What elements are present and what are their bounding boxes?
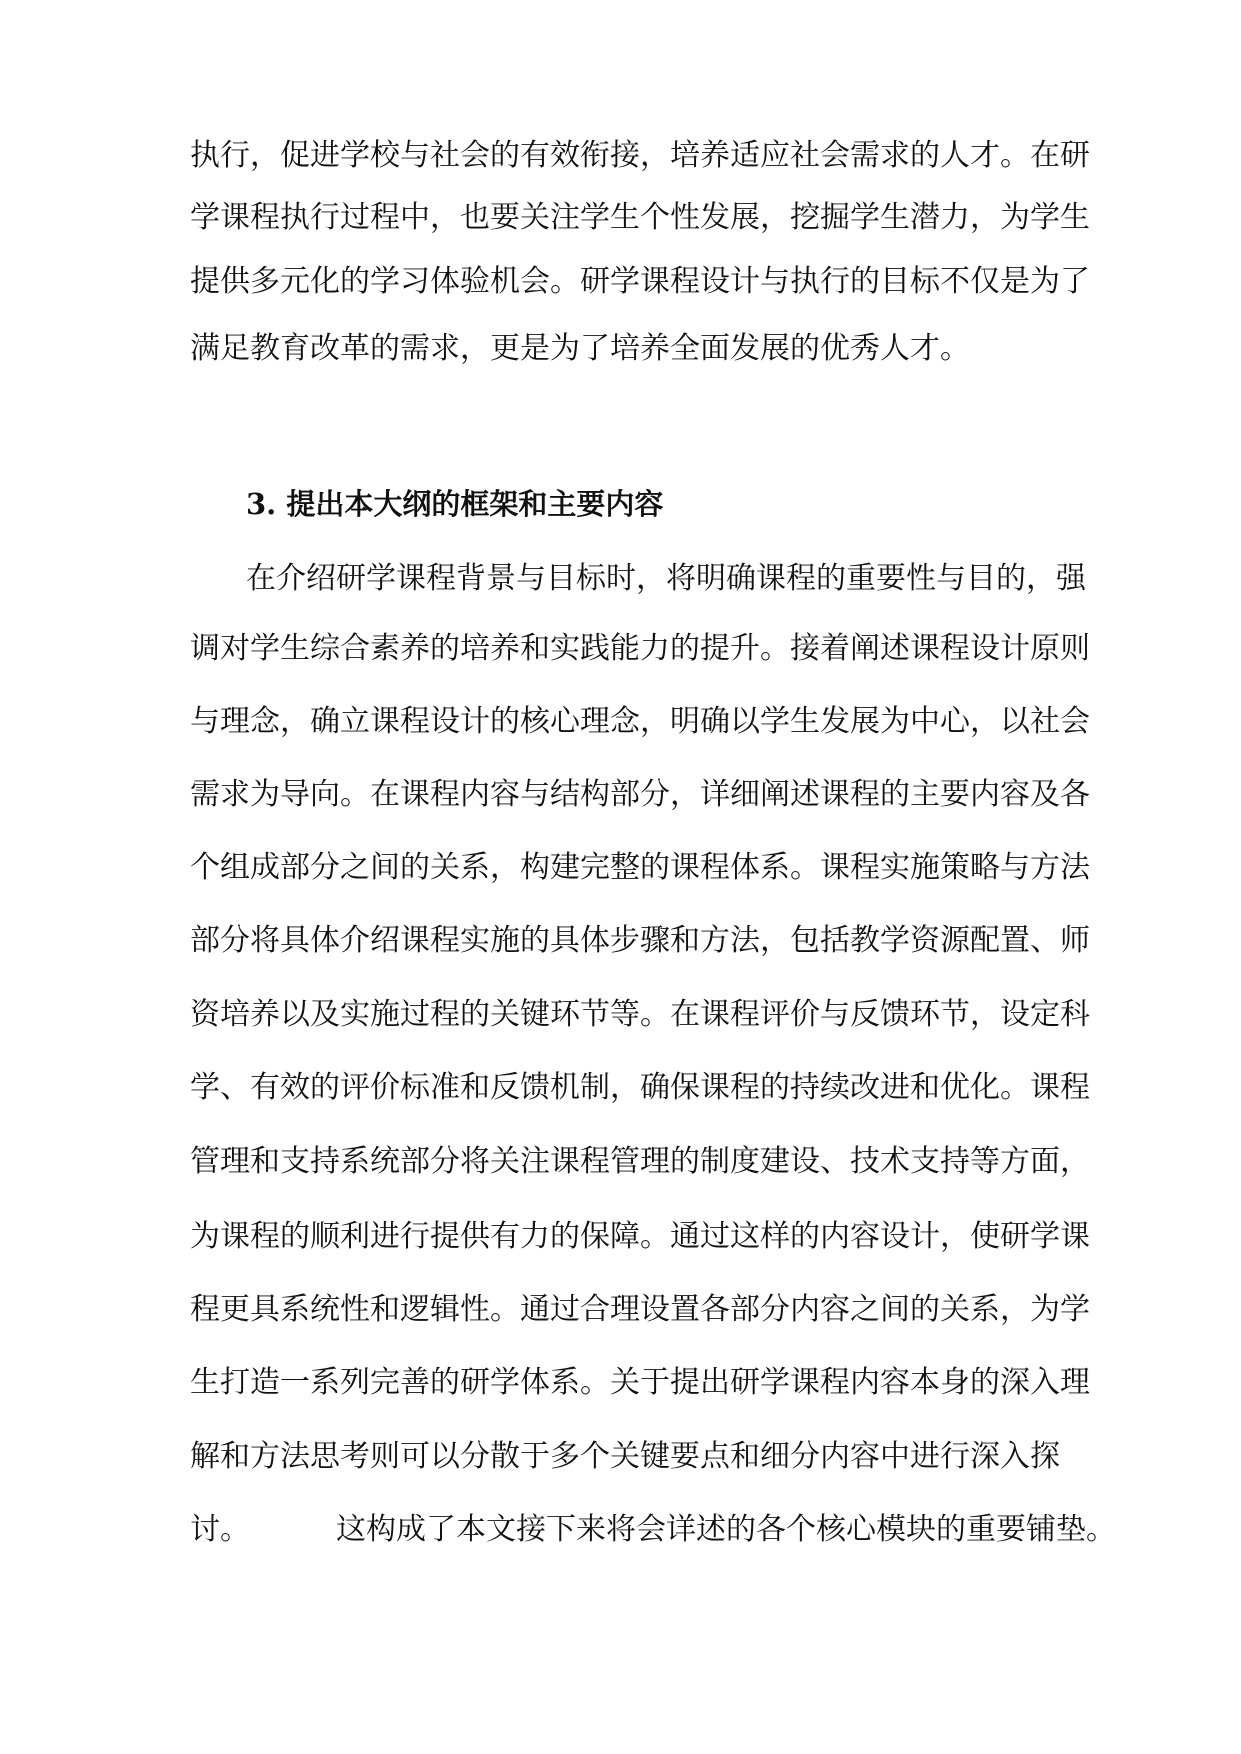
paragraph-2-line-8: 学、有效的评价标准和反馈机制，确保课程的持续改进和优化。课程 [190,1070,1090,1105]
paragraph-2-last-line-end: 这构成了本文接下来将会详述的各个核心模块的重要铺垫。 [336,1512,1116,1547]
paragraph-2-last-line-start: 讨。 [190,1512,250,1547]
paragraph-2-line-12: 生打造一系列完善的研学体系。关于提出研学课程内容本身的深入理 [190,1365,1090,1400]
paragraph-2-line-3: 与理念，确立课程设计的核心理念，明确以学生发展为中心，以社会 [190,704,1090,739]
paragraph-2-line-5: 个组成部分之间的关系，构建完整的课程体系。课程实施策略与方法 [190,850,1090,885]
paragraph-2-line-4: 需求为导向。在课程内容与结构部分，详细阐述课程的主要内容及各 [190,777,1090,812]
paragraph-2-line-2: 调对学生综合素养的培养和实践能力的提升。接着阐述课程设计原则 [190,631,1090,666]
paragraph-2-line-14 [190,1510,1116,1550]
paragraph-2-line-1: 在介绍研学课程背景与目标时，将明确课程的重要性与目的，强 [246,561,1086,596]
paragraph-2-line-7: 资培养以及实施过程的关键环节等。在课程评价与反馈环节，设定科 [190,997,1090,1032]
paragraph-2-line-9: 管理和支持系统部分将关注课程管理的制度建设、技术支持等方面， [190,1144,1090,1179]
paragraph-1-line-2: 学课程执行过程中，也要关注学生个性发展，挖掘学生潜力，为学生 [190,200,1090,235]
paragraph-1-line-4: 满足教育改革的需求，更是为了培养全面发展的优秀人才。 [190,331,970,366]
paragraph-1-line-3: 提供多元化的学习体验机会。研学课程设计与执行的目标不仅是为了 [190,264,1090,299]
paragraph-2-line-10: 为课程的顺利进行提供有力的保障。通过这样的内容设计，使研学课 [190,1219,1090,1254]
section-heading: 3. 提出本大纲的框架和主要内容 [246,487,664,521]
paragraph-2-line-6: 部分将具体介绍课程实施的具体步骤和方法，包括教学资源配置、师 [190,923,1090,958]
paragraph-2-line-11: 程更具系统性和逻辑性。通过合理设置各部分内容之间的关系，为学 [190,1292,1090,1327]
paragraph-2-line-13: 解和方法思考则可以分散于多个关键要点和细分内容中进行深入探 [190,1439,1060,1474]
paragraph-1-line-1: 执行，促进学校与社会的有效衔接，培养适应社会需求的人才。在研 [190,138,1090,173]
